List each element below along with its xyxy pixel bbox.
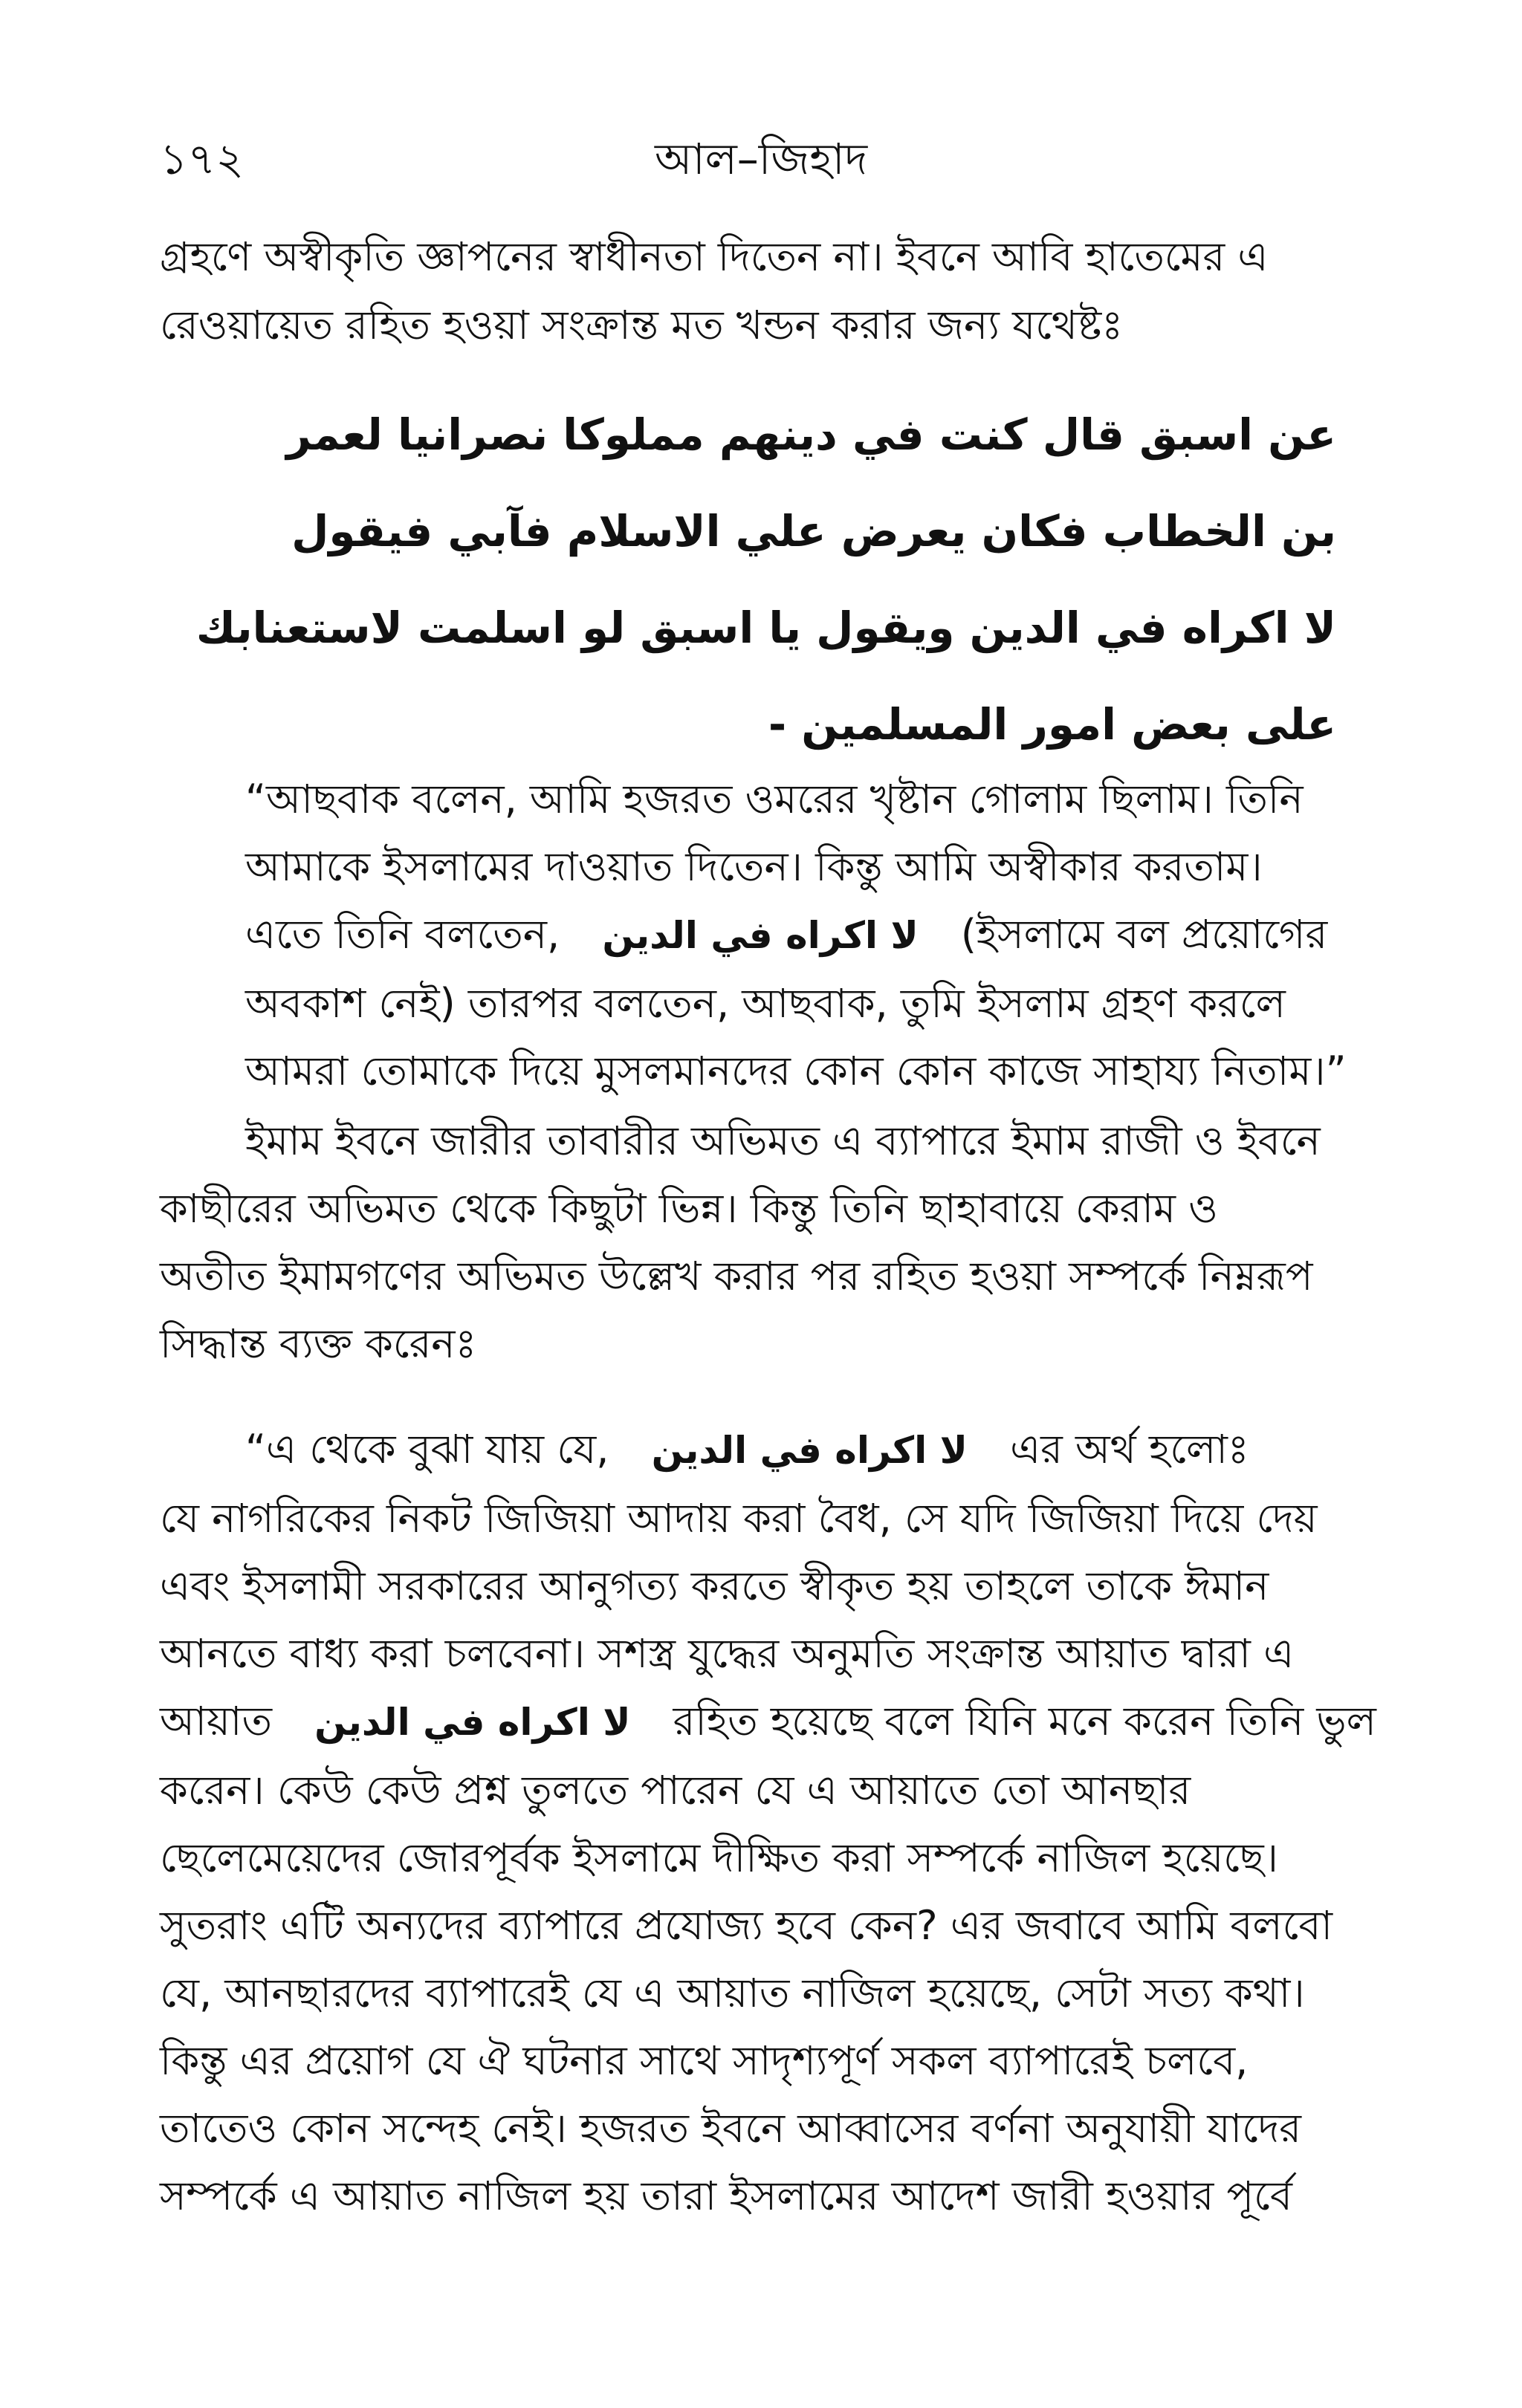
arabic-line: بن الخطاب فكان يعرض علي الاسلام فآبي فيقول <box>291 506 1336 556</box>
text-fragment: রহিত হয়েছে বলে যিনি মনে করেন তিনি ভুল <box>673 1698 1376 1745</box>
text-fragment: এর অর্থ হলোঃ <box>1010 1426 1249 1473</box>
text-line: আমাকে ইসলামের দাওয়াত দিতেন। কিন্তু আমি অস্বীকার করতাম। <box>245 843 1263 890</box>
text-line: যে, আনছারদের ব্যাপারেই যে এ আয়াত নাজিল হয়েছে, সেটা সত্য কথা। <box>160 1970 1305 2016</box>
arabic-line: عن اسبق قال كنت في دينهم مملوكا نصرانيا لعمر <box>286 409 1336 460</box>
page-header <box>160 126 1362 186</box>
translated-quotation <box>245 765 1411 1105</box>
arabic-quotation <box>195 386 1336 773</box>
text-line <box>160 1415 1411 1484</box>
text-line: কাছীরের অভিমত থেকে কিছুটা ভিন্ন। কিন্তু তিনি ছাহাবায়ে কেরাম ও <box>160 1185 1218 1232</box>
text-line: ইমাম ইবনে জারীর তাবারীর অভিমত এ ব্যাপারে ইমাম রাজী ও ইবনে <box>245 1117 1321 1164</box>
text-line: “আছবাক বলেন, আমি হজরত ওমরের খৃষ্টান গোলাম ছিলাম। তিনি <box>245 776 1304 822</box>
arabic-line: لا اكراه في الدين ويقول يا اسبق لو اسلمت لاستعنابك <box>195 603 1336 653</box>
paragraph-meaning <box>160 1415 1411 2230</box>
text-fragment: এতে তিনি বলতেন, <box>245 911 560 958</box>
text-line: সিদ্ধান্ত ব্যক্ত করেনঃ <box>160 1320 477 1367</box>
arabic-line: على بعض امور المسلمين - <box>768 699 1336 750</box>
text-fragment: “এ থেকে বুঝা যায় যে, <box>245 1426 609 1473</box>
text-line: অতীত ইমামগণের অভিমত উল্লেখ করার পর রহিত হওয়া সম্পর্কে নিম্নরূপ <box>160 1253 1313 1299</box>
arabic-inline-phrase: لا اكراه في الدين <box>651 1429 968 1472</box>
text-line <box>245 900 1411 970</box>
text-line: অবকাশ নেই) তারপর বলতেন, আছবাক, তুমি ইসলাম গ্রহণ করলে <box>245 980 1286 1027</box>
arabic-inline-phrase: لا اكراه في الدين <box>314 1701 631 1744</box>
text-line: ছেলেমেয়েদের জোরপূর্বক ইসলামে দীক্ষিত করা সম্পর্কে নাজিল হয়েছে। <box>160 1834 1278 1881</box>
running-title: আল–জিহাদ <box>654 134 868 184</box>
paragraph-tabari <box>160 1107 1411 1377</box>
text-line: সুতরাং এটি অন্যদের ব্যাপারে প্রযোজ্য হবে কেন? এর জবাবে আমি বলবো <box>160 1902 1333 1949</box>
text-fragment: আয়াত <box>160 1698 272 1745</box>
text-line: সম্পর্কে এ আয়াত নাজিল হয় তারা ইসলামের আদেশ জারী হওয়ার পূর্বে <box>160 2172 1292 2219</box>
text-line: করেন। কেউ কেউ প্রশ্ন তুলতে পারেন যে এ আয়াতে তো আনছার <box>160 1767 1191 1814</box>
text-line: আনতে বাধ্য করা চলবেনা। সশস্ত্র যুদ্ধের অনুমতি সংক্রান্ত আয়াত দ্বারা এ <box>160 1630 1295 1677</box>
text-line <box>160 1687 1411 1756</box>
text-line: এবং ইসলামী সরকারের আনুগত্য করতে স্বীকৃত হয় তাহলে তাকে ঈমান <box>160 1562 1269 1609</box>
text-fragment: (ইসলামে বল প্রয়োগের <box>960 911 1328 958</box>
text-line: গ্রহণে অস্বীকৃতি জ্ঞাপনের স্বাধীনতা দিতেন না। ইবনে আবি হাতেমের এ <box>160 233 1269 280</box>
page-number: ১৭২ <box>160 134 245 184</box>
arabic-inline-phrase: لا اكراه في الدين <box>602 914 919 957</box>
text-line: রেওয়ায়েত রহিত হওয়া সংক্রান্ত মত খন্ডন করার জন্য যথেষ্টঃ <box>160 302 1124 348</box>
text-line: যে নাগরিকের নিকট জিজিয়া আদায় করা বৈধ, সে যদি জিজিয়া দিয়ে দেয় <box>160 1495 1318 1542</box>
text-line: আমরা তোমাকে দিয়ে মুসলমানদের কোন কোন কাজে সাহায্য নিতাম।” <box>245 1048 1347 1094</box>
intro-paragraph <box>160 223 1411 360</box>
text-line: তাতেও কোন সন্দেহ নেই। হজরত ইবনে আব্বাসের বর্ণনা অনুযায়ী যাদের <box>160 2105 1301 2152</box>
text-line: কিন্তু এর প্রয়োগ যে ঐ ঘটনার সাথে সাদৃশ্যপূর্ণ সকল ব্যাপারেই চলবে, <box>160 2037 1249 2084</box>
